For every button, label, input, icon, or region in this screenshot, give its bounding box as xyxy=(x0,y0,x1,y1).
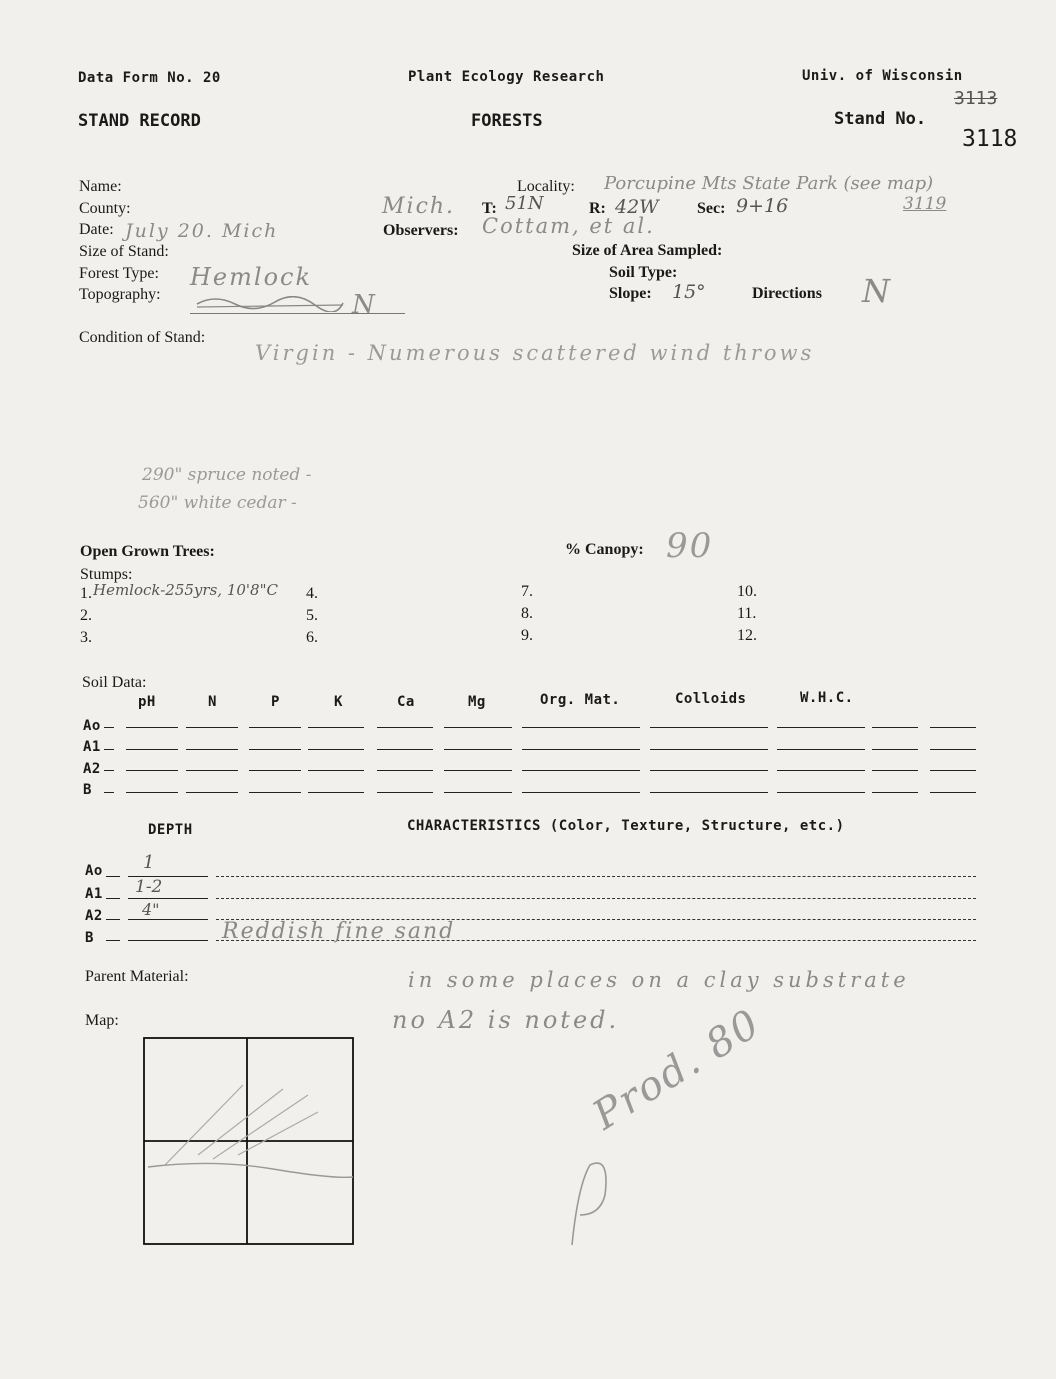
depth-row-ao: Ao xyxy=(85,863,103,879)
area-sampled-label: Size of Area Sampled: xyxy=(572,242,723,259)
stand-number: 3118 xyxy=(962,126,1018,152)
depth-stub-line xyxy=(106,876,120,877)
stump-1: 1. xyxy=(80,585,92,602)
soil-blank-line xyxy=(104,770,114,771)
stump-6: 6. xyxy=(306,629,318,646)
locality-value: Porcupine Mts State Park (see map) xyxy=(604,173,934,194)
stump-10: 10. xyxy=(737,583,757,600)
depth-b-value: Reddish fine sand xyxy=(222,919,456,944)
depth-label: DEPTH xyxy=(148,822,193,838)
prod-annotation: Prod. 80 xyxy=(585,1000,769,1140)
soil-header-ca: Ca xyxy=(397,694,415,710)
soil-blank-line xyxy=(377,770,433,771)
township-label: T: xyxy=(482,200,497,217)
soil-blank-line xyxy=(444,792,512,793)
stand-number-struck: 3113 xyxy=(954,88,998,109)
soil-blank-line xyxy=(777,770,865,771)
canopy-value: 90 xyxy=(666,526,714,566)
township-value: 51N xyxy=(505,193,544,214)
depth-stub-line xyxy=(106,940,120,941)
depth-stub-line xyxy=(106,919,120,920)
depth-a1-value: 1-2 xyxy=(135,877,163,897)
observers-value: Cottam, et al. xyxy=(482,214,655,238)
soil-blank-line xyxy=(377,792,433,793)
soil-header-n: N xyxy=(208,694,217,710)
stump-8: 8. xyxy=(521,605,533,622)
depth-ao-value: 1 xyxy=(143,852,155,873)
soil-row-a1: A1 xyxy=(83,739,101,755)
stump-3: 3. xyxy=(80,629,92,646)
soil-blank-line xyxy=(872,792,918,793)
depth-a2-value: 4" xyxy=(142,900,160,919)
stump-11: 11. xyxy=(737,605,757,622)
stump-5: 5. xyxy=(306,607,318,624)
soil-type-label: Soil Type: xyxy=(609,264,678,281)
soil-row-a2: A2 xyxy=(83,761,101,777)
stumps-label: Stumps: xyxy=(80,566,133,583)
soil-data-label: Soil Data: xyxy=(82,674,147,691)
soil-blank-line xyxy=(522,792,640,793)
soil-blank-line xyxy=(308,749,364,750)
soil-blank-line xyxy=(308,770,364,771)
forest-type-label: Forest Type: xyxy=(79,265,159,282)
soil-blank-line xyxy=(522,749,640,750)
depth-row-a2: A2 xyxy=(85,908,103,924)
soil-blank-line xyxy=(308,727,364,728)
section-value: 9+16 xyxy=(736,195,789,217)
note-spruce: 290" spruce noted - xyxy=(142,465,312,485)
soil-blank-line xyxy=(872,749,918,750)
depth-row-b: B xyxy=(85,930,94,946)
soil-blank-line xyxy=(444,770,512,771)
soil-blank-line xyxy=(186,749,238,750)
note-cedar: 560" white cedar - xyxy=(138,493,297,513)
locality-note: 3119 xyxy=(903,194,947,214)
soil-blank-line xyxy=(186,792,238,793)
soil-blank-line xyxy=(650,749,768,750)
topography-scribble xyxy=(195,296,345,310)
directions-value: N xyxy=(862,272,892,310)
soil-blank-line xyxy=(377,749,433,750)
soil-blank-line xyxy=(522,770,640,771)
map-label: Map: xyxy=(85,1012,119,1029)
depth-row-a1: A1 xyxy=(85,886,103,902)
soil-blank-line xyxy=(872,727,918,728)
stump-1-value: Hemlock-255yrs, 10'8"C xyxy=(93,581,278,599)
open-grown-label: Open Grown Trees: xyxy=(80,543,215,560)
soil-header-p: P xyxy=(271,694,280,710)
date-value: July 20. Mich xyxy=(125,220,279,242)
stump-9: 9. xyxy=(521,627,533,644)
research-title: Plant Ecology Research xyxy=(408,69,605,85)
parent-material-line2: no A2 is noted. xyxy=(392,1006,620,1034)
soil-row-ao: Ao xyxy=(83,718,101,734)
soil-blank-line xyxy=(104,792,114,793)
soil-blank-line xyxy=(186,770,238,771)
soil-header-mg: Mg xyxy=(468,694,486,710)
soil-header-colloids: Colloids xyxy=(675,691,747,707)
soil-header-org-mat: Org. Mat. xyxy=(540,692,621,708)
observers-label: Observers: xyxy=(383,222,459,239)
soil-blank-line xyxy=(930,749,976,750)
stand-number-label: Stand No. xyxy=(834,109,927,129)
parent-material-line1: in some places on a clay substrate xyxy=(408,968,910,992)
soil-blank-line xyxy=(104,749,114,750)
slope-value: 15° xyxy=(672,281,706,303)
form-number: Data Form No. 20 xyxy=(78,70,221,86)
category-title: FORESTS xyxy=(471,111,543,131)
soil-blank-line xyxy=(777,727,865,728)
soil-blank-line xyxy=(930,727,976,728)
soil-blank-line xyxy=(650,727,768,728)
soil-blank-line xyxy=(186,727,238,728)
characteristics-label: CHARACTERISTICS (Color, Texture, Structure, etc.) xyxy=(407,818,845,834)
slope-label: Slope: xyxy=(609,285,652,302)
range-label: R: xyxy=(589,200,606,217)
topography-label: Topography: xyxy=(79,286,161,303)
directions-label: Directions xyxy=(752,285,822,302)
stump-7: 7. xyxy=(521,583,533,600)
stump-12: 12. xyxy=(737,627,757,644)
characteristics-line xyxy=(216,898,976,899)
section-label: Sec: xyxy=(697,200,726,217)
name-label: Name: xyxy=(79,178,122,195)
soil-blank-line xyxy=(249,770,301,771)
condition-value: Virgin - Numerous scattered wind throws xyxy=(255,341,815,365)
soil-header-k: K xyxy=(334,694,343,710)
soil-blank-line xyxy=(308,792,364,793)
soil-blank-line xyxy=(126,749,178,750)
stand-size-label: Size of Stand: xyxy=(79,243,169,260)
range-value: 42W xyxy=(615,196,659,218)
soil-blank-line xyxy=(249,792,301,793)
date-label: Date: xyxy=(79,221,114,238)
soil-blank-line xyxy=(249,727,301,728)
depth-value-line xyxy=(128,919,208,920)
parent-material-label: Parent Material: xyxy=(85,968,189,985)
county-value: Mich. xyxy=(382,194,456,219)
soil-blank-line xyxy=(377,727,433,728)
soil-blank-line xyxy=(930,770,976,771)
soil-blank-line xyxy=(444,749,512,750)
soil-blank-line xyxy=(126,792,178,793)
soil-blank-line xyxy=(872,770,918,771)
university-name: Univ. of Wisconsin xyxy=(802,68,963,84)
soil-blank-line xyxy=(444,727,512,728)
canopy-label: % Canopy: xyxy=(565,541,644,558)
forest-type-value: Hemlock xyxy=(190,263,312,291)
soil-header-ph: pH xyxy=(138,694,156,710)
condition-label: Condition of Stand: xyxy=(79,329,206,346)
soil-blank-line xyxy=(522,727,640,728)
soil-blank-line xyxy=(777,792,865,793)
depth-value-line xyxy=(128,898,208,899)
soil-blank-line xyxy=(249,749,301,750)
stump-4: 4. xyxy=(306,585,318,602)
soil-blank-line xyxy=(126,770,178,771)
record-title: STAND RECORD xyxy=(78,111,201,131)
soil-row-b: B xyxy=(83,782,92,798)
soil-blank-line xyxy=(777,749,865,750)
characteristics-line xyxy=(216,876,976,877)
county-label: County: xyxy=(79,200,131,217)
stump-2: 2. xyxy=(80,607,92,624)
topography-value: N xyxy=(352,290,377,320)
soil-header-whc: W.H.C. xyxy=(800,690,854,706)
soil-blank-line xyxy=(104,727,114,728)
soil-blank-line xyxy=(930,792,976,793)
soil-blank-line xyxy=(126,727,178,728)
depth-value-line xyxy=(128,940,208,941)
map-grid xyxy=(143,1037,353,1245)
soil-blank-line xyxy=(650,770,768,771)
locality-label: Locality: xyxy=(517,178,575,195)
depth-stub-line xyxy=(106,898,120,899)
soil-blank-line xyxy=(650,792,768,793)
